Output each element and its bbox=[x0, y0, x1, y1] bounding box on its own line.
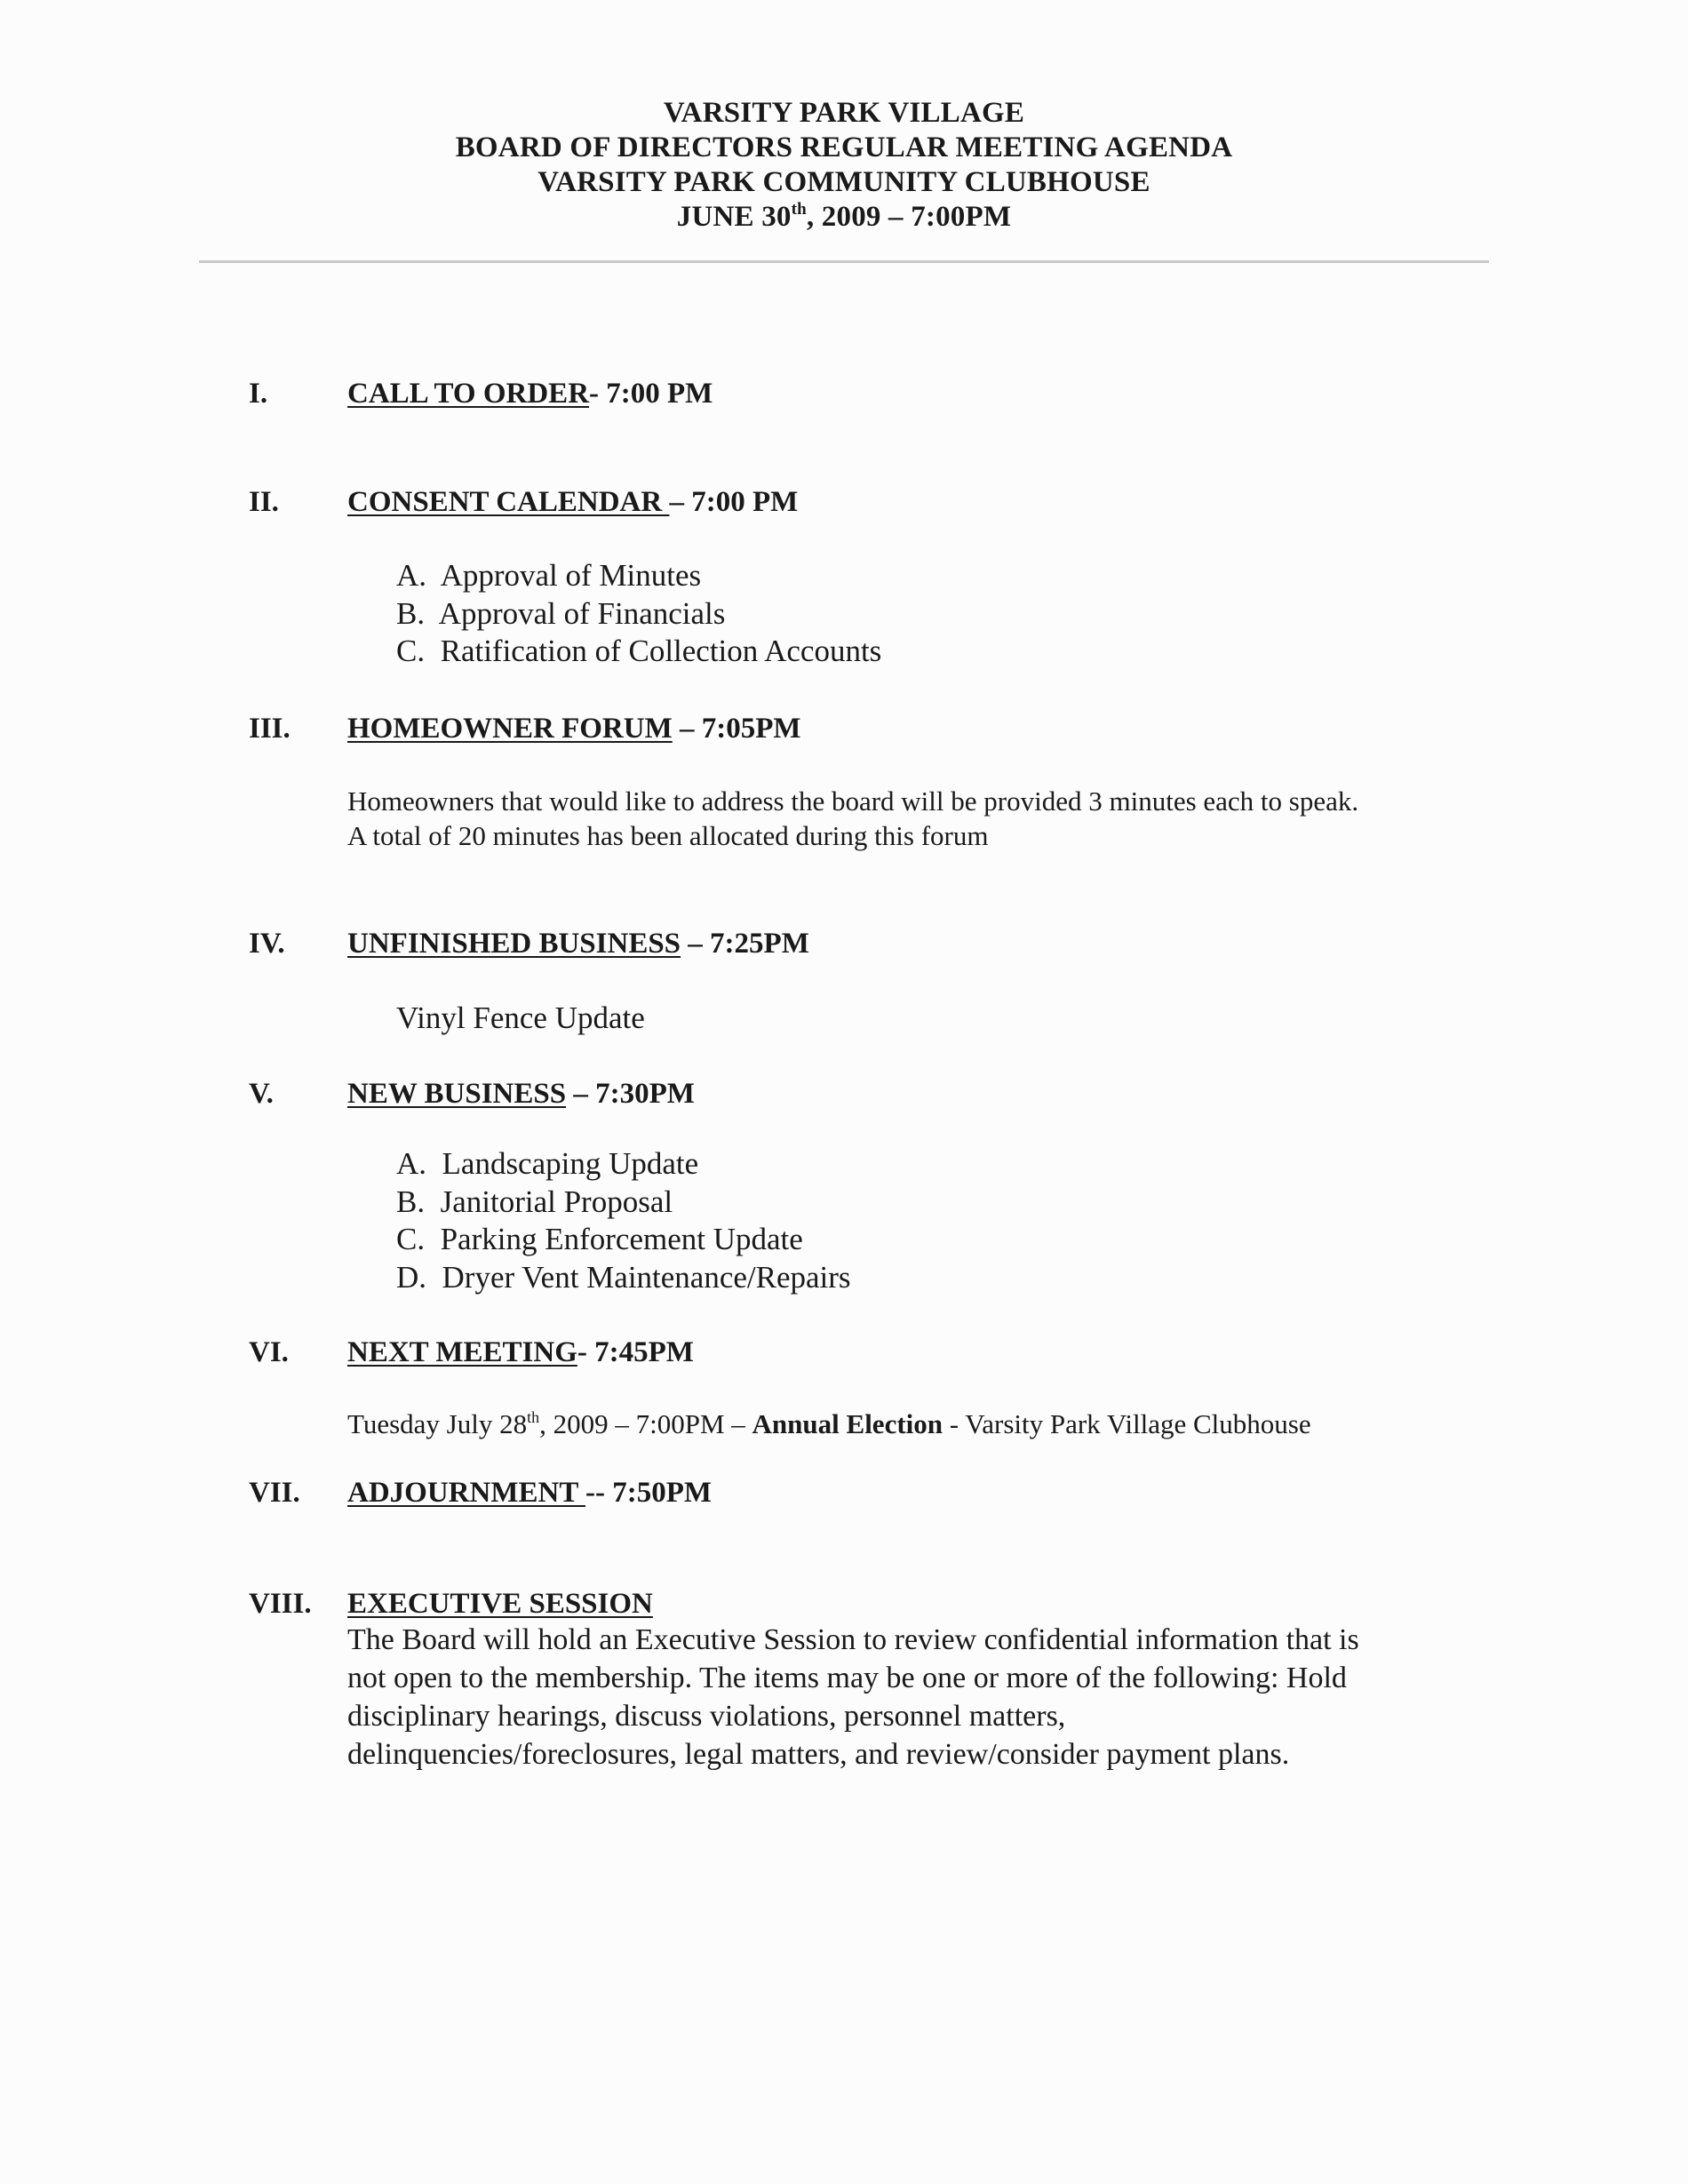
paragraph-line: disciplinary hearings, discuss violations, personnel matters, bbox=[347, 1700, 1066, 1733]
next-meeting-text: Tuesday July 28th, 2009 – 7:00PM – Annual Election - Varsity Park Village Clubhouse bbox=[347, 1408, 1311, 1439]
section-title: CALL TO ORDER- 7:00 PM bbox=[347, 378, 713, 410]
annual-election-label: Annual Election bbox=[752, 1408, 944, 1439]
list-item: D. Dryer Vent Maintenance/Repairs bbox=[396, 1259, 851, 1295]
list-item: A. Landscaping Update bbox=[396, 1146, 699, 1181]
paragraph-line: The Board will hold an Executive Session to review confidential information that is bbox=[347, 1623, 1359, 1656]
agenda-header bbox=[0, 96, 1688, 235]
section-title: HOMEOWNER FORUM – 7:05PM bbox=[347, 713, 801, 745]
list-item: B. Approval of Financials bbox=[396, 595, 726, 631]
list-item: A. Approval of Minutes bbox=[396, 558, 702, 593]
section-number: III. bbox=[249, 713, 291, 745]
new-business-items bbox=[396, 1145, 851, 1296]
section-title: NEW BUSINESS – 7:30PM bbox=[347, 1078, 695, 1110]
executive-session-text bbox=[347, 1621, 1502, 1774]
header-date: JUNE 30th, 2009 – 7:00PM bbox=[676, 200, 1012, 233]
list-item: B. Janitorial Proposal bbox=[396, 1184, 673, 1219]
paragraph-line: not open to the membership. The items may be one or more of the following: Hold bbox=[347, 1662, 1347, 1694]
section-number: VI. bbox=[249, 1336, 289, 1368]
homeowner-forum-text bbox=[347, 784, 1358, 853]
paragraph-line: Homeowners that would like to address the board will be provided 3 minutes each to speak. bbox=[347, 785, 1359, 817]
section-number: VII. bbox=[249, 1477, 300, 1509]
consent-calendar-items bbox=[396, 557, 881, 671]
section-title: CONSENT CALENDAR – 7:00 PM bbox=[347, 486, 799, 518]
header-divider bbox=[199, 260, 1489, 263]
list-item: C. Parking Enforcement Update bbox=[396, 1222, 803, 1256]
list-item: Vinyl Fence Update bbox=[396, 1000, 645, 1035]
header-location: VARSITY PARK COMMUNITY CLUBHOUSE bbox=[537, 166, 1151, 198]
section-title: NEXT MEETING- 7:45PM bbox=[347, 1336, 694, 1368]
section-number: VIII. bbox=[249, 1588, 312, 1620]
paragraph-line: A total of 20 minutes has been allocated during this forum bbox=[347, 820, 989, 851]
list-item: C. Ratification of Collection Accounts bbox=[396, 634, 882, 668]
section-title: EXECUTIVE SESSION bbox=[347, 1588, 653, 1620]
section-title: ADJOURNMENT -- 7:50PM bbox=[347, 1477, 713, 1509]
header-meeting-title: BOARD OF DIRECTORS REGULAR MEETING AGENDA bbox=[455, 132, 1233, 163]
section-number: II. bbox=[249, 486, 279, 518]
section-number: IV. bbox=[249, 928, 285, 960]
section-number: I. bbox=[249, 378, 268, 410]
section-title: UNFINISHED BUSINESS – 7:25PM bbox=[347, 928, 809, 960]
paragraph-line: delinquencies/foreclosures, legal matters, and review/consider payment plans. bbox=[347, 1738, 1290, 1771]
section-number: V. bbox=[249, 1078, 274, 1110]
header-organization: VARSITY PARK VILLAGE bbox=[663, 97, 1025, 129]
